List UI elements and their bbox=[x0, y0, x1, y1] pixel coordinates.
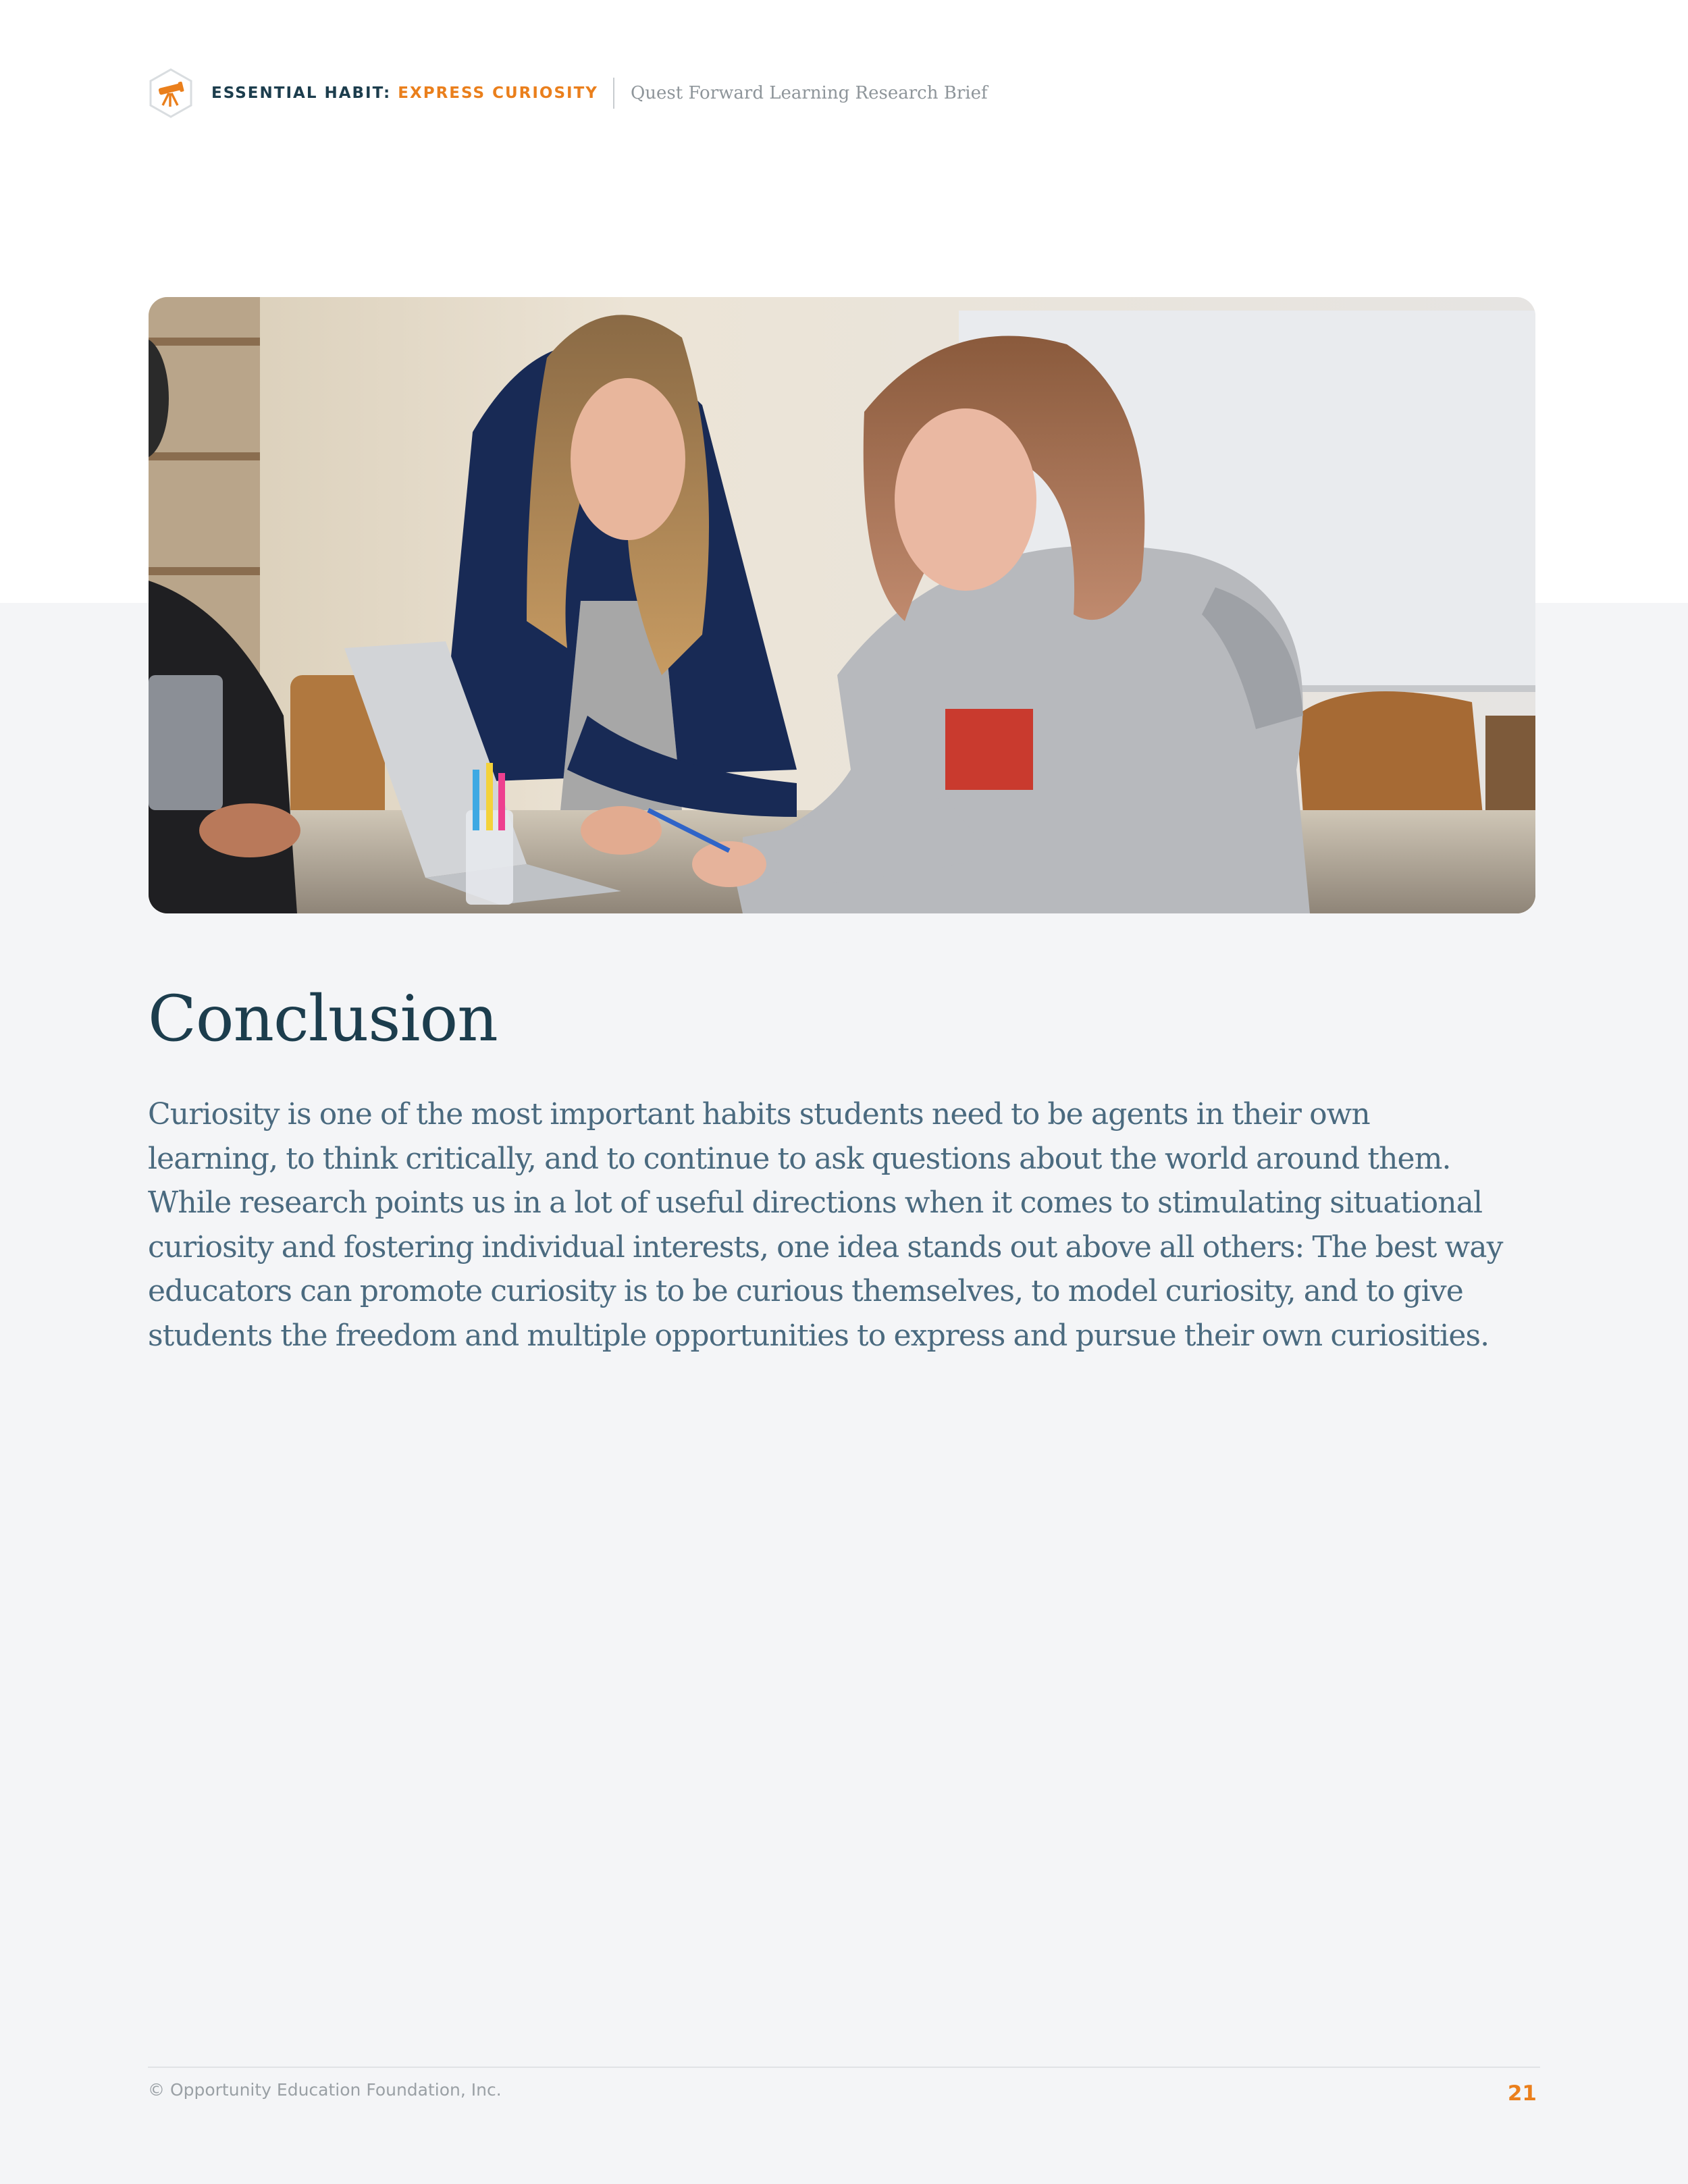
footer-divider bbox=[148, 2067, 1540, 2068]
telescope-icon bbox=[148, 68, 194, 119]
habit-name: EXPRESS CURIOSITY bbox=[398, 84, 598, 102]
page-title: Conclusion bbox=[148, 982, 498, 1056]
publication-title: Quest Forward Learning Research Brief bbox=[630, 83, 988, 103]
page-number: 21 bbox=[1507, 2081, 1537, 2106]
header-divider bbox=[613, 78, 614, 109]
habit-prefix: ESSENTIAL HABIT: bbox=[211, 84, 392, 102]
classroom-photo bbox=[149, 297, 1535, 913]
conclusion-paragraph: Curiosity is one of the most important habits students need to be agents in their own learning, to think critically, and to continue to ask questions about the world around them. While research points us in a lot of useful directions when it comes to stimulating situational curiosity and fostering individual interests, one idea stands out above all others: The best way educators can promote curiosity is to be curious themselves, to model curiosity, and to give students the freedom and multiple opportunities to express and pursue their own curiosities. bbox=[148, 1097, 1503, 1353]
habit-label bbox=[211, 84, 598, 102]
copyright-notice: © Opportunity Education Foundation, Inc. bbox=[148, 2080, 502, 2100]
page-header bbox=[148, 66, 988, 120]
